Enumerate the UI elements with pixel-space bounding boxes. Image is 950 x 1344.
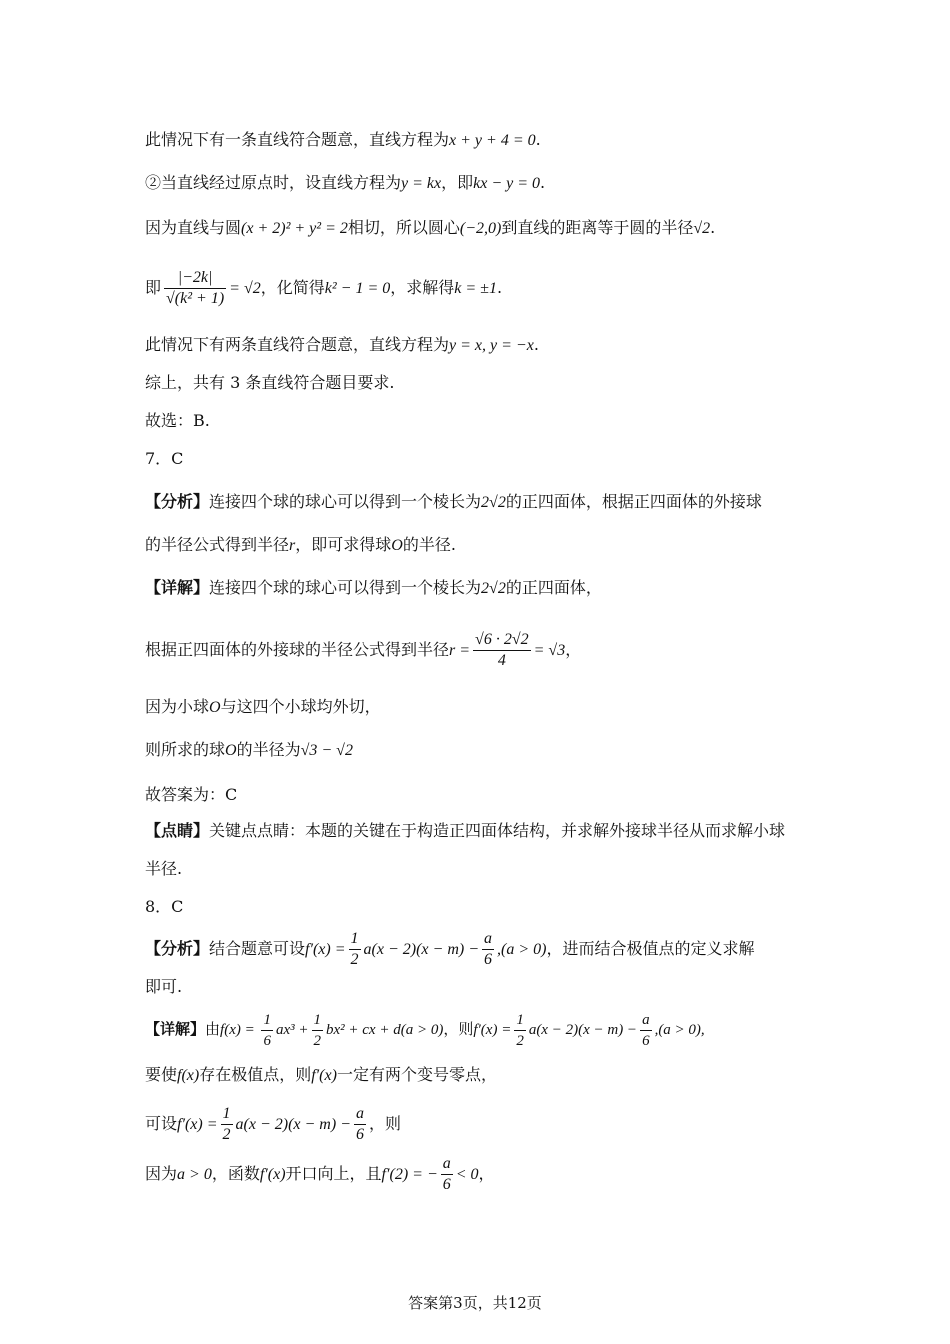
- text-line: [145, 333, 910, 358]
- equation: (x + 2)² + y² = 2: [241, 220, 348, 237]
- equation: kx − y = 0: [473, 175, 541, 192]
- line-text: ，求解得: [390, 278, 455, 297]
- equation: < 0: [455, 1166, 479, 1183]
- line-text: ，即可求得球: [295, 535, 392, 554]
- fraction-denominator: 2: [516, 1032, 524, 1049]
- line-text: 则所求的球: [145, 740, 226, 759]
- text-line: [145, 409, 910, 433]
- line-text: ，: [478, 1164, 495, 1183]
- text-line: [145, 857, 910, 881]
- text-line: [145, 171, 910, 196]
- equation: O: [391, 537, 403, 554]
- text-line: [145, 533, 910, 558]
- section-tag: 【分析】: [145, 939, 210, 958]
- line-text: 的半径.: [402, 535, 456, 554]
- section-tag: 【详解】: [145, 1020, 206, 1038]
- fraction-numerator: |−2k|: [164, 268, 226, 289]
- fraction-numerator: a: [441, 1154, 453, 1175]
- line-text: .: [710, 218, 716, 237]
- fraction-numerator: √6 · 2√2: [473, 630, 531, 651]
- equation: √3 − √2: [300, 742, 353, 759]
- equation: a(x − 2)(x − m) −: [528, 1022, 638, 1038]
- line-text: 即: [145, 278, 162, 297]
- line-text: ，则: [443, 1020, 474, 1038]
- equation: O: [225, 742, 237, 759]
- line-text: 到直线的距离等于圆的半径: [501, 218, 694, 237]
- line-text: ，函数: [211, 1164, 260, 1183]
- fraction: [164, 268, 226, 309]
- line-text: 半径.: [145, 859, 183, 878]
- line-text: 可设: [145, 1114, 178, 1133]
- equation: √2: [693, 220, 711, 237]
- line-text: .: [540, 173, 546, 192]
- equation: a(x − 2)(x − m) −: [363, 941, 479, 958]
- line-text: 的半径公式得到半径: [145, 535, 290, 554]
- line-text: 由: [205, 1020, 221, 1038]
- line-text: 综上，共有 3 条直线符合题目要求.: [145, 373, 395, 392]
- line-text: 因为: [145, 1164, 178, 1183]
- line-text: 因为小球: [145, 697, 210, 716]
- text-line: [145, 265, 910, 312]
- line-text: 一定有两个变号零点，: [336, 1065, 497, 1084]
- equation: ,(a > 0),: [654, 1022, 705, 1038]
- text-line: [145, 216, 910, 241]
- text-line: [145, 925, 910, 974]
- equation: y = x, y = −x: [449, 337, 534, 354]
- equation: k = ±1: [454, 280, 497, 297]
- equation: r: [289, 537, 296, 554]
- fraction-numerator: 1: [312, 1010, 324, 1031]
- equation: O: [209, 699, 221, 716]
- line-text: .: [496, 278, 503, 297]
- equation: y = kx: [401, 175, 442, 192]
- equation: 2√2: [481, 580, 506, 597]
- fraction: [473, 630, 531, 671]
- text-line: [145, 626, 910, 675]
- section-tag: 【分析】: [145, 492, 210, 511]
- fraction-numerator: a: [482, 929, 494, 950]
- fraction-denominator: 4: [497, 652, 506, 669]
- line-text: 要使: [145, 1065, 178, 1084]
- fraction-denominator: 6: [484, 951, 492, 968]
- line-text: 即可.: [145, 977, 183, 996]
- fraction-numerator: a: [354, 1104, 366, 1125]
- equation: = √3: [533, 642, 566, 659]
- fraction-denominator: 2: [222, 1126, 231, 1143]
- line-text: 7．C: [145, 449, 184, 468]
- fraction-numerator: 1: [514, 1010, 526, 1031]
- line-text: 相切，所以圆心: [347, 218, 460, 237]
- text-line: [145, 371, 910, 395]
- fraction-denominator: 2: [313, 1032, 321, 1049]
- line-text: .: [535, 130, 541, 149]
- fraction: [349, 929, 361, 970]
- fraction: [312, 1010, 324, 1051]
- equation: f′(x): [259, 1166, 286, 1183]
- equation: x + y + 4 = 0: [449, 132, 536, 149]
- line-text: 开口向上，且: [285, 1164, 382, 1183]
- equation: a(x − 2)(x − m) −: [235, 1116, 351, 1133]
- fraction-denominator: 6: [263, 1032, 271, 1049]
- fraction: [221, 1104, 233, 1145]
- line-text: 根据正四面体的外接球的半径公式得到半径: [145, 640, 450, 659]
- line-text: 的正四面体，: [505, 578, 602, 597]
- equation: bx² + cx + d(a > 0): [326, 1022, 444, 1038]
- line-text: 结合题意可设: [209, 939, 306, 958]
- line-text: ，则: [368, 1114, 401, 1133]
- line-text: .: [533, 335, 539, 354]
- section-tag: 【点睛】: [145, 821, 210, 840]
- text-line: [145, 1005, 910, 1054]
- fraction-numerator: a: [640, 1010, 652, 1031]
- equation: r =: [449, 642, 471, 659]
- fraction-numerator: 1: [221, 1104, 233, 1125]
- line-text: 8．C: [145, 897, 184, 916]
- fraction-denominator: 6: [355, 1126, 364, 1143]
- fraction: [640, 1010, 652, 1051]
- fraction-denominator: 6: [642, 1032, 650, 1049]
- line-text: 的半径为: [236, 740, 301, 759]
- line-text: 存在极值点，则: [199, 1065, 312, 1084]
- line-text: 连接四个球的球心可以得到一个棱长为: [209, 578, 482, 597]
- line-text: 因为直线与圆: [145, 218, 242, 237]
- equation: = √2: [229, 280, 261, 297]
- equation: 2√2: [481, 494, 506, 511]
- line-text: 此情况下有一条直线符合题意，直线方程为: [145, 130, 450, 149]
- text-line: [145, 1063, 910, 1088]
- text-line: [145, 819, 910, 843]
- fraction: [482, 929, 494, 970]
- text-line: [145, 576, 910, 601]
- text-line: [145, 738, 910, 763]
- page-footer: 答案第3页，共12页: [408, 1294, 542, 1312]
- fraction-numerator: 1: [261, 1010, 273, 1031]
- fraction-numerator: 1: [349, 929, 361, 950]
- fraction: [261, 1010, 273, 1051]
- line-text: 连接四个球的球心可以得到一个棱长为: [209, 492, 482, 511]
- text-line: [145, 490, 910, 515]
- fraction-denominator: 6: [442, 1176, 451, 1193]
- equation: f′(2) = −: [381, 1166, 438, 1183]
- equation: f′(x) =: [177, 1116, 218, 1133]
- text-line: [145, 783, 910, 807]
- fraction: [354, 1104, 366, 1145]
- fraction: [514, 1010, 526, 1051]
- equation: f′(x): [311, 1067, 337, 1084]
- equation: f′(x) =: [473, 1022, 512, 1038]
- line-text: 此情况下有两条直线符合题意，直线方程为: [145, 335, 450, 354]
- line-text: ，即: [441, 173, 474, 192]
- text-line: [145, 1150, 910, 1199]
- equation: ,(a > 0): [497, 941, 547, 958]
- section-tag: 【详解】: [145, 578, 210, 597]
- line-text: 的正四面体，根据正四面体的外接球: [505, 492, 762, 511]
- line-text: ，进而结合极值点的定义求解: [546, 939, 755, 958]
- text-line: [145, 1100, 910, 1149]
- line-text: 关键点点睛：本题的关键在于构造正四面体结构，并求解外接球半径从而求解小球: [209, 821, 786, 840]
- equation: f(x) =: [220, 1022, 259, 1038]
- line-text: 故选：B.: [145, 411, 210, 430]
- fraction: [441, 1154, 453, 1195]
- line-text: ，化简得: [260, 278, 325, 297]
- question-number: [145, 447, 910, 471]
- fraction-denominator: √(k² + 1): [166, 290, 225, 307]
- text-line: [145, 695, 910, 720]
- equation: f′(x) =: [305, 941, 346, 958]
- line-text: 故答案为：C: [145, 785, 238, 804]
- fraction-denominator: 2: [350, 951, 359, 968]
- equation: a > 0: [177, 1166, 212, 1183]
- line-text: ②当直线经过原点时，设直线方程为: [145, 173, 402, 192]
- text-line: [145, 128, 910, 153]
- equation: ax³ +: [275, 1022, 309, 1038]
- line-text: 与这四个小球均外切，: [220, 697, 381, 716]
- equation: (−2,0): [459, 220, 502, 237]
- equation: f(x): [177, 1067, 200, 1084]
- question-number: [145, 895, 910, 919]
- equation: k² − 1 = 0: [324, 280, 391, 297]
- line-text: ，: [565, 640, 582, 659]
- text-line: [145, 975, 910, 999]
